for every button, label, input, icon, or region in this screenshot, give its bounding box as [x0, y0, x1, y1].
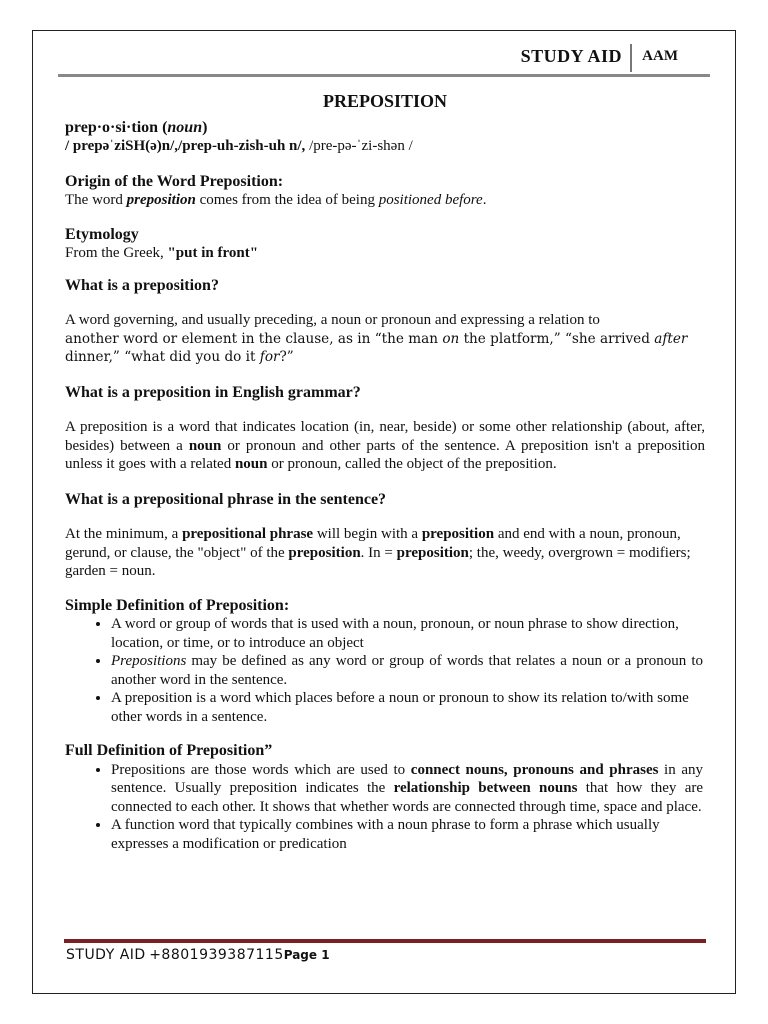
what-text: A word governing, and usually preceding, a noun or pronoun and expressing a relation to another word or element in the clause, as in “the man on the platform,” “she arrived after dinner,” “what did you do it for?”	[65, 312, 688, 365]
origin-heading: Origin of the Word Preposition:	[65, 172, 284, 190]
what-heading: What is a preposition?	[65, 276, 219, 294]
list-item: • Prepositions are those words which are used to connect nouns, pronouns and phrases in any sentence. Usually preposition indicates the relationship between nouns that how they are connected to each other. It shows that whether words are connected through time, space and place.	[111, 761, 703, 817]
full-list	[65, 761, 705, 854]
full-heading: Full Definition of Preposition”	[65, 742, 273, 759]
page-footer	[66, 947, 330, 964]
page-header	[58, 44, 710, 78]
header-rule	[58, 74, 710, 77]
header-title: STUDY AID	[520, 46, 622, 66]
phrase-heading: What is a prepositional phrase in the sentence?	[65, 490, 387, 508]
footer-label: STUDY AID	[66, 947, 146, 963]
etymology-heading: Etymology	[65, 225, 139, 243]
grammar-heading: What is a preposition in English grammar?	[65, 383, 361, 401]
footer-page-number: Page 1	[283, 948, 330, 962]
grammar-text: A preposition is a word that indicates location (in, near, beside) or some other relationship (about, after, besides) between a noun or pronoun and other parts of the sentence. A preposition isn't a preposition unless it goes with a related noun or pronoun, called the object of the preposition.	[65, 419, 705, 472]
list-item: • Prepositions may be defined as any word or group of words that relates a noun or a pronoun to another word in the sentence.	[111, 652, 703, 689]
pronunciation-word: prep·o·si·tion (noun)	[65, 118, 208, 136]
phrase-text: At the minimum, a prepositional phrase will begin with a preposition and end with a noun, pronoun, gerund, or clause, the "object" of the preposition. In = preposition; the, weedy, overgrown = modifiers; garden = noun.	[65, 526, 691, 579]
etymology-text: From the Greek, "put in front"	[65, 245, 259, 261]
footer-phone: +8801939387115	[149, 947, 284, 963]
header-code: AAM	[642, 48, 678, 64]
document-body	[65, 92, 705, 853]
list-item: • A function word that typically combines with a noun phrase to form a phrase which usually expresses a modification or predication	[111, 816, 703, 853]
pronunciation-line: / prepəˈziSH(ə)n/,/prep-uh-zish-uh n/, /pre-pə-ˈzi-shən /	[65, 138, 413, 154]
simple-heading: Simple Definition of Preposition:	[65, 596, 290, 614]
header-separator	[630, 44, 632, 72]
list-item: • A word or group of words that is used with a noun, pronoun, or noun phrase to show direction, location, or time, or to introduce an object	[111, 615, 703, 652]
footer-rule	[64, 939, 706, 943]
origin-text: The word preposition comes from the idea of being positioned before.	[65, 192, 487, 208]
list-item: • A preposition is a word which places before a noun or pronoun to show its relation to/with some other words in a sentence.	[111, 689, 703, 726]
simple-list	[65, 615, 705, 726]
page-title: PREPOSITION	[322, 91, 448, 111]
